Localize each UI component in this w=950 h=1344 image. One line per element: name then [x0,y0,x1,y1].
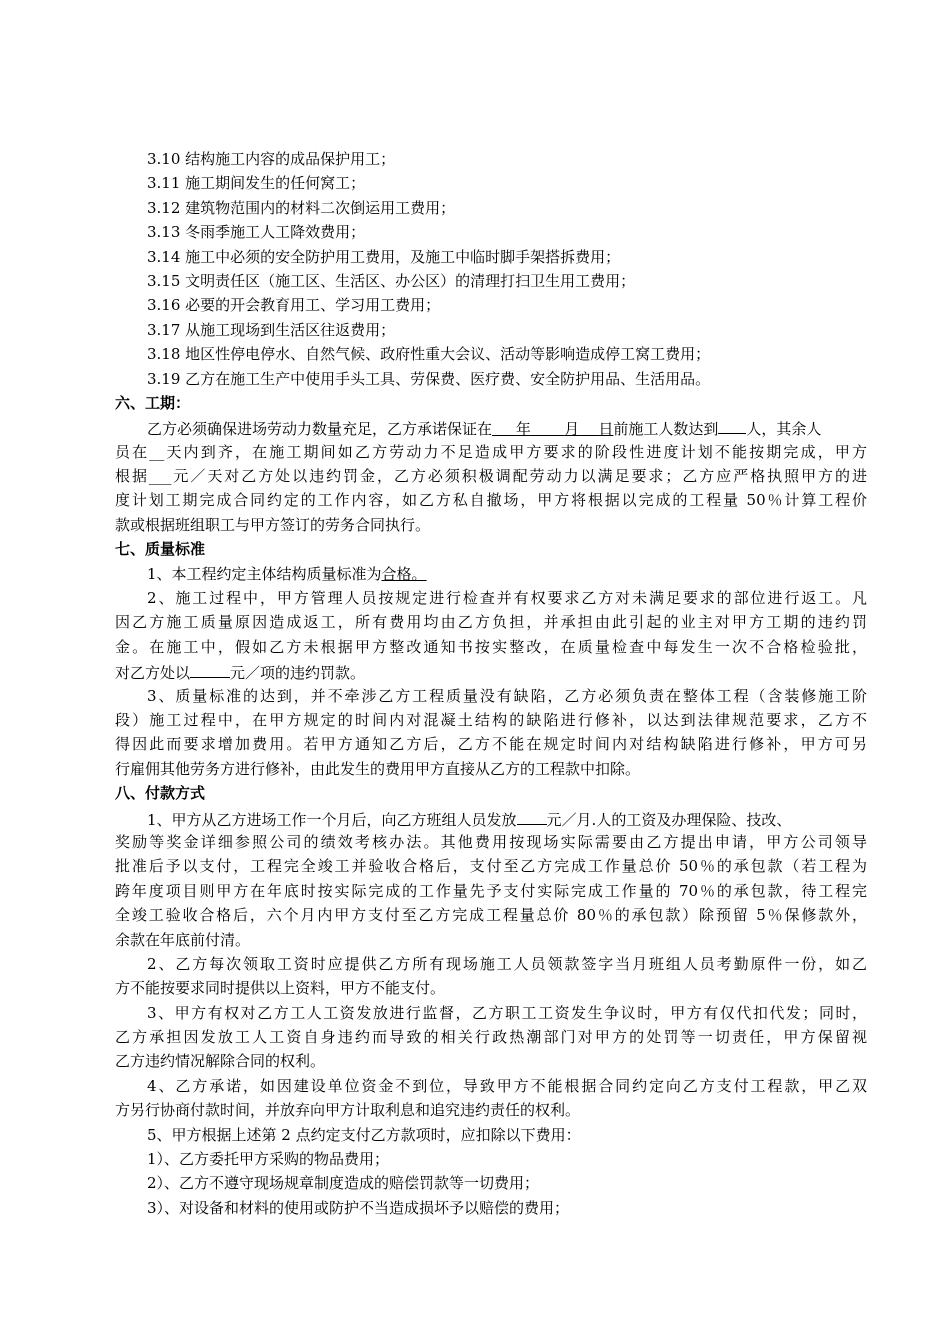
paragraph-line: 3、质量标准的达到，并不牵涉乙方工程质量没有缺陷，乙方必须负责在整体工程（含装修施工阶 [147,686,867,705]
quality-standard-value: 合格。 [381,564,427,583]
year-label: 年 [515,420,531,439]
paragraph-line: 乙方承担因发放工人工资自身违约而导致的相关行政热潮部门对甲方的处罚等一切责任，甲方保留视 [115,1028,867,1047]
paragraph-line: 3、甲方有权对乙方工人工资发放进行监督，乙方职工工资发生争议时，甲方有仅代扣代发；同时， [147,1003,867,1022]
text-run: 元／月.人的工资及办理保险、技改、 [546,810,792,829]
section-heading-payment: 八、付款方式 [115,784,206,803]
paragraph-line: 批准后予以支付，工程完全竣工并验收合格后，支付至乙方完成工作量总价 50％的承包款（若工程为 [115,857,867,876]
date-fill-blank [492,420,613,438]
paragraph-line: 得因此而要求增加费用。若甲方通知乙方后，乙方不能在规定时间内对结构缺陷进行修补，甲方可另 [115,735,867,754]
paragraph-line: 根据___元／天对乙方处以违约罚金，乙方必须积极调配劳动力以满足要求；乙方应严格执照甲方的进 [115,467,867,486]
paragraph-line [115,806,867,830]
list-item: 3.19 乙方在施工生产中使用手头工具、劳保费、医疗费、安全防护用品、生活用品。 [147,369,711,388]
text-run: 1、本工程约定主体结构质量标准为 [147,564,382,583]
paragraph-line: 因乙方施工质量原因造成返工，所有费用均由乙方负担，并承担由此引起的业主对甲方工期的违约罚 [115,613,867,632]
paragraph-line: 款或根据班组职工与甲方签订的劳务合同执行。 [115,515,431,534]
paragraph-line: 金。在施工中，假如乙方未根据甲方整改通知书按实整改，在质量检查中每发生一次不合格检验批， [115,637,867,656]
paragraph-line [115,562,867,586]
list-item: 3.18 地区性停电停水、自然气候、政府性重大会议、活动等影响造成停工窝工费用； [147,345,711,364]
list-item: 3.10 结构施工内容的成品保护用工； [147,150,396,168]
list-item: 3.16 必要的开会教育用工、学习用工费用； [147,296,441,315]
paragraph-line: 方不能按要求同时提供以上资料，甲方不能支付。 [115,979,446,998]
salary-blank [517,806,547,825]
paragraph-line [115,415,867,439]
list-item: 3.13 冬雨季施工人工降效费用； [147,223,366,242]
text-run: 对乙方处以 [115,664,191,683]
penalty-blank [190,659,230,678]
list-item: 3）、对设备和材料的使用或防护不当造成损坏予以赔偿的费用； [147,1198,570,1217]
list-item: 3.14 施工中必须的安全防护用工费用，及施工中临时脚手架搭拆费用； [147,247,621,266]
headcount-blank [718,415,746,434]
document-body [115,147,867,1220]
text-run: 前施工人数达到 [613,420,719,439]
list-item: 1）、乙方委托甲方采购的物品费用； [147,1150,390,1169]
list-item: 3.12 建筑物范围内的材料二次倒运用工费用； [147,198,456,217]
paragraph-line: 跨年度项目则甲方在年底时按实际完成的工作量先予支付实际完成工作量的 70％的承包款，待工程完 [115,881,867,900]
paragraph-line: 全竣工验收合格后，六个月内甲方支付至乙方完成工程量总价 80％的承包款）除预留 5％保修款外， [115,906,867,925]
paragraph-line: 行雇佣其他劳务方进行修补，由此发生的费用甲方直接从乙方的工程款中扣除。 [115,759,641,778]
list-item: 3.15 文明责任区（施工区、生活区、办公区）的清理打扫卫生用工费用； [147,271,636,290]
paragraph-line: 段）施工过程中，在甲方规定的时间内对混凝土结构的缺陷进行修补，以达到法律规范要求，乙方不 [115,710,867,729]
paragraph-line: 2、施工过程中，甲方管理人员按规定进行检查并有权要求乙方对未满足要求的部位进行返工。凡 [147,589,867,608]
list-item: 2）、乙方不遵守现场规章制度造成的赔偿罚款等一切费用； [147,1174,540,1193]
list-item: 3.17 从施工现场到生活区往返费用； [147,320,396,339]
day-label: 日 [598,420,614,439]
list-item: 3.11 施工期间发生的任何窝工； [147,174,366,193]
paragraph-line: 2、乙方每次领取工资时应提供乙方所有现场施工人员领款签字当月班组人员考勤原件一份，如乙 [147,954,867,973]
paragraph-line: 员在__天内到齐，在施工期间如乙方劳动力不足造成甲方要求的阶段性进度计划不能按期完成，甲方 [115,442,867,461]
text-run: 元／项的违约罚款。 [230,664,366,683]
paragraph-line: 余款在年底前付清。 [115,930,251,949]
section-heading-schedule: 六、工期： [115,393,191,412]
text-run: 1、甲方从乙方进场工作一个月后，向乙方班组人员发放 [147,810,517,829]
month-label: 月 [564,420,580,439]
paragraph-line: 度计划工期完成合同约定的工作内容，如乙方私自撤场，甲方将根据以完成的工程量 50％计算工程价 [115,491,867,510]
section-heading-quality: 七、质量标准 [115,540,206,559]
text-run: 人，其余人 [746,420,822,439]
paragraph-line: 4、乙方承诺，如因建设单位资金不到位，导致甲方不能根据合同约定向乙方支付工程款，甲乙双 [147,1076,867,1095]
paragraph-line: 5、甲方根据上述第 2 点约定支付乙方款项时，应扣除以下费用： [147,1125,581,1144]
paragraph-line: 乙方违约情况解除合同的权利。 [115,1052,326,1071]
paragraph-line: 方另行协商付款时间，并放弃向甲方计取利息和追究违约责任的权利。 [115,1101,581,1120]
paragraph-line: 奖励等奖金详细参照公司的绩效考核办法。其他费用按现场实际需要由乙方提出申请，甲方公司领导 [115,832,867,851]
text-run: 乙方必须确保进场劳动力数量充足，乙方承诺保证在 [147,420,493,439]
paragraph-line [115,659,867,683]
